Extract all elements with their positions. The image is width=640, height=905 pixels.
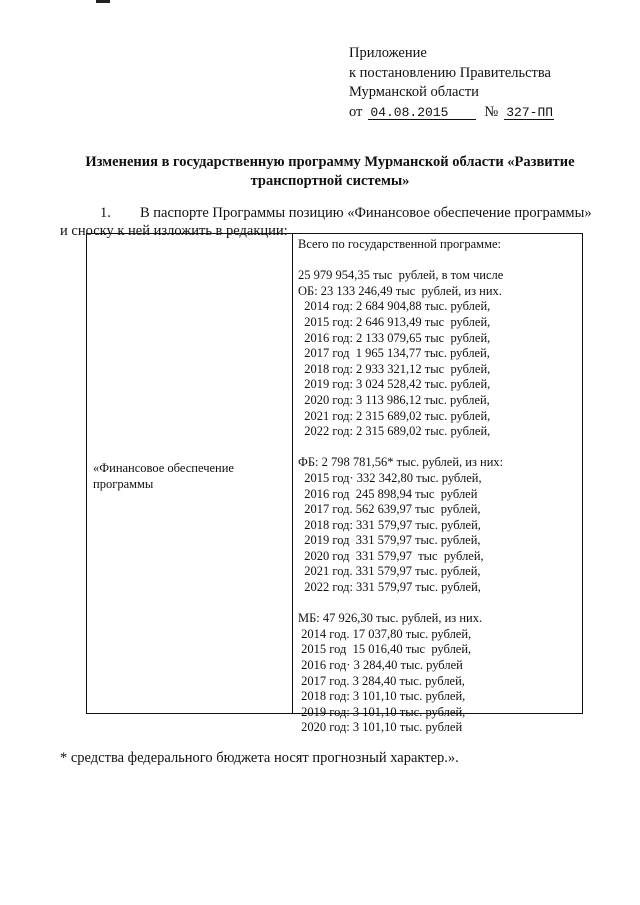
from-label: от (349, 103, 363, 120)
resolution-date: 04.08.2015 (368, 106, 476, 120)
financing-line: 2020 год 331 579,97 тыс рублей, (298, 548, 484, 563)
financing-line: 2017 год. 562 639,97 тыс рублей, (298, 502, 481, 517)
appendix-line-2: к постановлению Правительства (349, 64, 551, 81)
financing-line: 2015 год· 332 342,80 тыс. рублей, (298, 470, 482, 485)
financing-line: 2019 год: 3 101,10 тыс. рублей, (298, 704, 466, 719)
appendix-line-3: Мурманской области (349, 84, 479, 100)
appendix-date-line (349, 103, 554, 123)
scan-mark (96, 0, 110, 3)
financing-line: 2014 год: 2 684 904,88 тыс. рублей, (298, 299, 491, 314)
financing-line: 25 979 954,35 тыс рублей, в том числе (298, 268, 504, 283)
resolution-number: 327-ПП (506, 104, 554, 120)
table-column-divider (292, 234, 293, 713)
financing-line: 2022 год: 331 579,97 тыс. рублей, (298, 580, 481, 595)
financing-line: 2018 год: 3 101,10 тыс. рублей, (298, 689, 466, 704)
number-sign: № (484, 103, 499, 120)
paragraph-number: 1. (100, 205, 111, 221)
financing-line: 2017 год 1 965 134,77 тыс. рублей, (298, 346, 490, 361)
appendix-block (349, 44, 554, 122)
financing-line: 2016 год 245 898,94 тыс рублей (298, 486, 478, 501)
financing-line: 2016 год: 2 133 079,65 тыс рублей, (298, 330, 491, 345)
financing-line: 2020 год: 3 113 986,12 тыс. рублей, (298, 392, 490, 407)
table-blank-line (298, 253, 582, 269)
table-blank-line (298, 440, 582, 456)
document-title (70, 153, 590, 191)
financing-line: 2017 год. 3 284,40 тыс. рублей, (298, 673, 465, 688)
financing-line: 2019 год: 3 024 528,42 тыс. рублей, (298, 377, 491, 392)
title-line-1: Изменения в государственную программу Мурманской области «Развитие (85, 154, 575, 170)
financing-line: 2016 год· 3 284,40 тыс. рублей (298, 658, 463, 673)
financing-details (298, 237, 582, 736)
financing-table (86, 233, 583, 735)
financing-line: 2022 год: 2 315 689,02 тыс. рублей, (298, 424, 491, 439)
financing-line: ФБ: 2 798 781,56* тыс. рублей, из них: (298, 455, 504, 470)
financing-line: ОБ: 23 133 246,49 тыс рублей, из них. (298, 283, 502, 298)
financing-line: 2021 год: 2 315 689,02 тыс. рублей, (298, 408, 491, 423)
paragraph-line-1 (60, 204, 620, 222)
financing-line: 2018 год: 331 579,97 тыс. рублей, (298, 517, 481, 532)
financing-line: 2019 год 331 579,97 тыс. рублей, (298, 533, 481, 548)
paragraph-text-1: В паспорте Программы позицию «Финансовое обеспечение программы» (140, 205, 592, 221)
title-line-2: транспортной системы» (250, 173, 410, 189)
footnote: * средства федерального бюджета носят прогнозный характер.». (60, 750, 459, 766)
financing-line: МБ: 47 926,30 тыс. рублей, из них. (298, 611, 483, 626)
financing-line: 2018 год: 2 933 321,12 тыс рублей, (298, 361, 491, 376)
financing-line: 2021 год. 331 579,97 тыс. рублей, (298, 564, 481, 579)
financing-label: «Финансовое обеспечение программы (93, 461, 234, 491)
paragraph-line-2: и сноску к ней изложить в редакции: (60, 223, 288, 239)
financing-line: 2020 год: 3 101,10 тыс. рублей (298, 720, 463, 735)
financing-line: 2015 год: 2 646 913,49 тыс рублей, (298, 314, 491, 329)
appendix-line-1: Приложение (349, 45, 427, 61)
financing-line: 2014 год. 17 037,80 тыс. рублей, (298, 626, 472, 641)
table-blank-line (298, 596, 582, 612)
financing-line: 2015 год 15 016,40 тыс рублей, (298, 642, 472, 657)
financing-line: Всего по государственной программе: (298, 237, 502, 251)
